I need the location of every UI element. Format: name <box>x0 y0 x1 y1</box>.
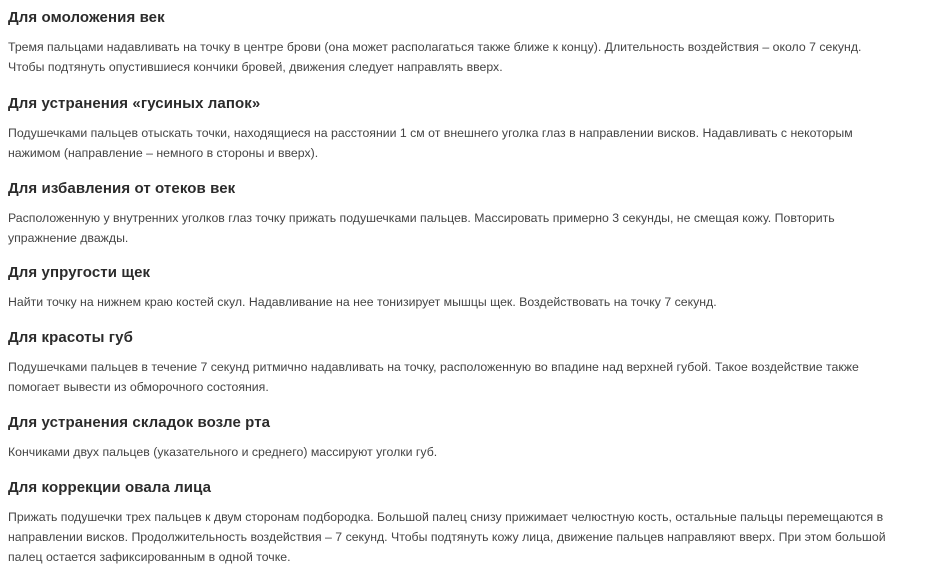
section-crows-feet <box>8 94 944 163</box>
section-heading: Для красоты губ <box>8 329 133 346</box>
text-line: помогает вывести из обморочного состояния. <box>8 380 269 394</box>
text-line: Расположенную у внутренних уголков глаз точку прижать подушечками пальцев. Массировать примерно 3 секунды, не смещая кожу. Повторить <box>8 211 835 225</box>
text-line: Подушечками пальцев в течение 7 секунд ритмично надавливать на точку, расположенную во впадине над верхней губой. Такое воздействие также <box>8 360 859 374</box>
section-face-contour <box>8 478 944 567</box>
text-line: Найти точку на нижнем краю костей скул. Надавливание на нее тонизирует мышцы щек. Воздействовать на точку 7 секунд. <box>8 295 717 309</box>
text-line: Чтобы подтянуть опустившиеся кончики бровей, движения следует направлять вверх. <box>8 60 503 74</box>
section-text <box>8 357 944 397</box>
section-heading: Для устранения «гусиных лапок» <box>8 95 261 112</box>
section-heading: Для упругости щек <box>8 264 151 281</box>
text-line: Кончиками двух пальцев (указательного и среднего) массируют уголки губ. <box>8 445 438 459</box>
section-heading: Для избавления от отеков век <box>8 180 236 197</box>
section-mouth-folds <box>8 413 944 462</box>
section-lip-beauty <box>8 328 944 397</box>
text-line: нажимом (направление – немного в стороны и вверх). <box>8 146 319 160</box>
section-text <box>8 37 944 77</box>
section-eyelid-rejuvenation <box>8 8 944 77</box>
text-line: Подушечками пальцев отыскать точки, находящиеся на расстоянии 1 см от внешнего уголка глаз в направлении висков. Надавливать с некоторым <box>8 126 853 140</box>
section-cheek-firmness <box>8 263 944 312</box>
section-text <box>8 292 944 312</box>
text-line: Тремя пальцами надавливать на точку в центре брови (она может располагаться также ближе к концу). Длительность воздействия – около 7 секунд. <box>8 40 862 54</box>
section-heading: Для устранения складок возле рта <box>8 414 271 431</box>
section-text <box>8 123 944 163</box>
text-line: Прижать подушечки трех пальцев к двум сторонам подбородка. Большой палец снизу прижимает челюстную кость, остальные пальцы перемещаются в <box>8 510 884 524</box>
text-line: палец остается зафиксированным в одной точке. <box>8 550 291 564</box>
section-text <box>8 442 944 462</box>
text-line: направлении висков. Продолжительность воздействия – 7 секунд. Чтобы подтянуть кожу лица, движение пальцев направляют вверх. При этом большой <box>8 530 886 544</box>
section-text <box>8 507 944 567</box>
text-line: упражнение дважды. <box>8 231 129 245</box>
section-eyelid-swelling <box>8 179 944 248</box>
section-heading: Для омоложения век <box>8 9 165 26</box>
section-heading: Для коррекции овала лица <box>8 479 212 496</box>
section-text <box>8 208 944 248</box>
